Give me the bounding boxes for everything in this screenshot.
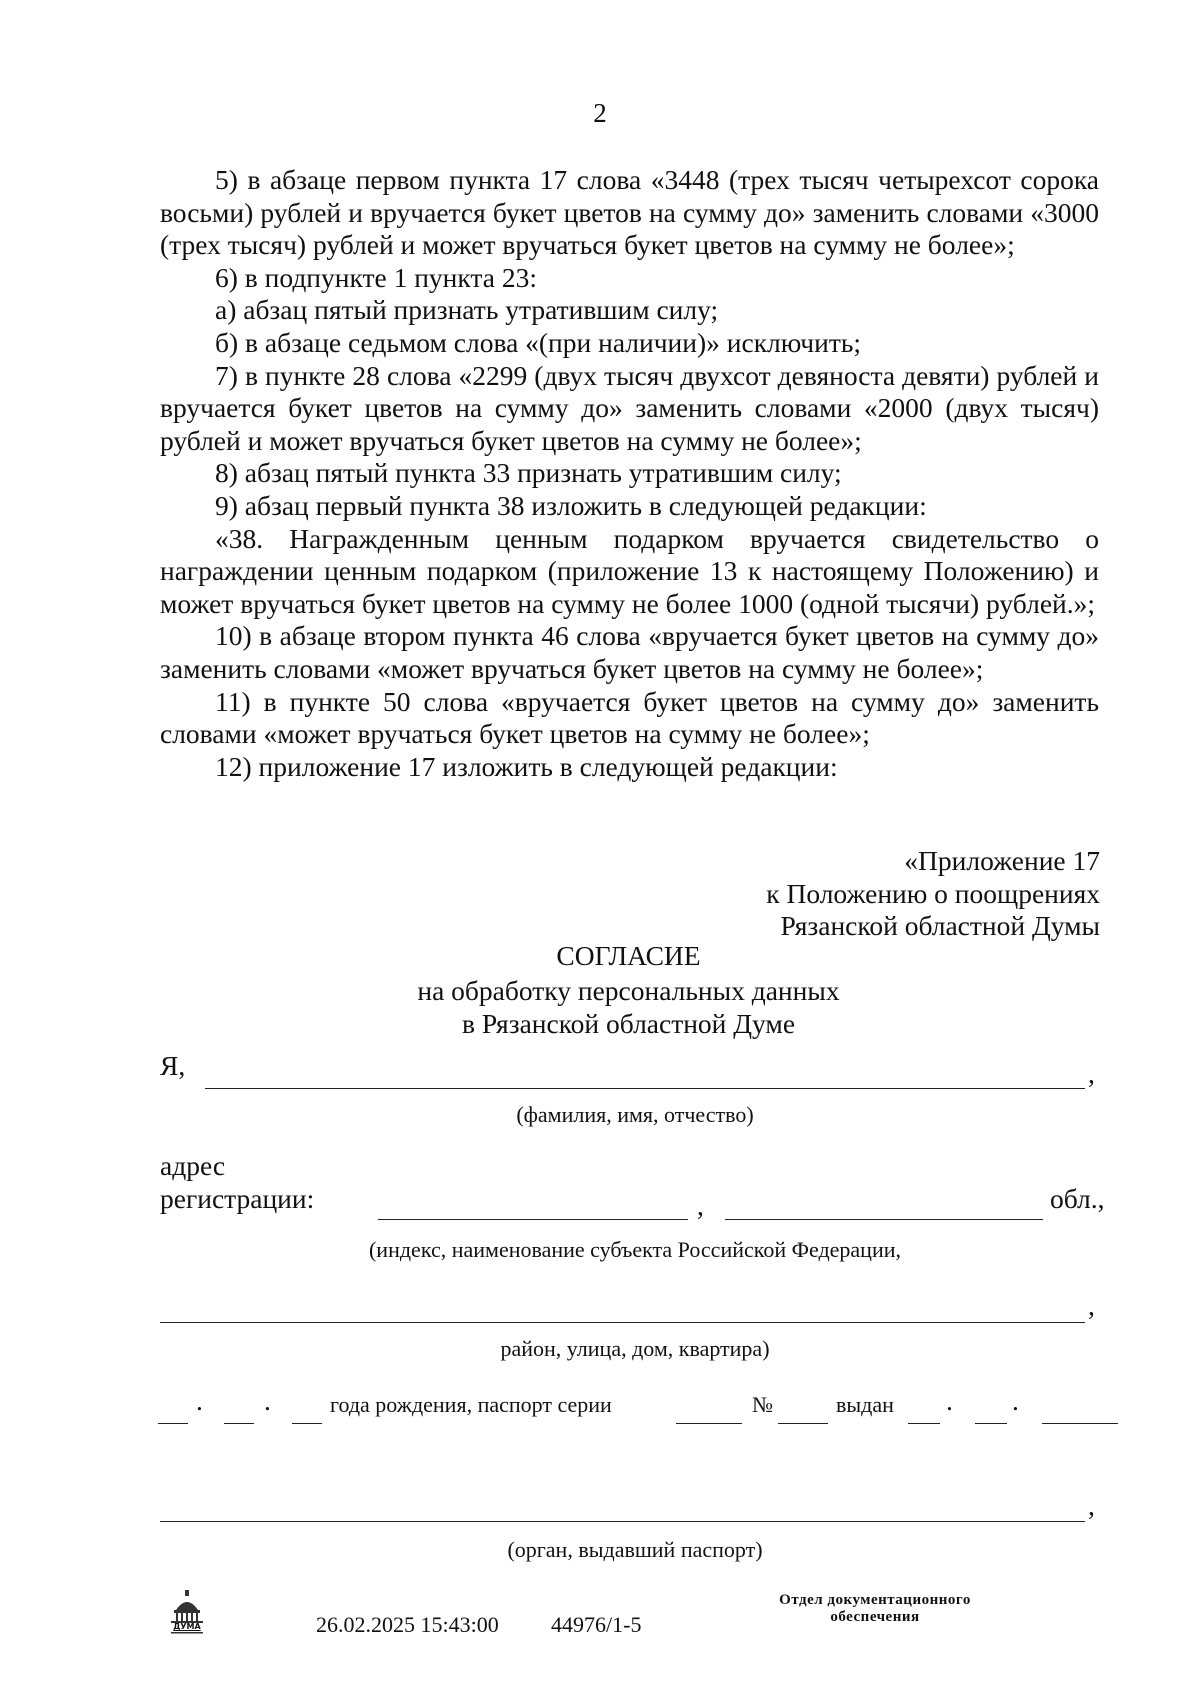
- address-caption-2: район, улица, дом, квартира): [500, 1336, 770, 1361]
- footer-doc-number: 44976/1-5: [551, 1612, 642, 1637]
- issuing-authority-line[interactable]: [160, 1521, 1085, 1522]
- issue-month-line[interactable]: [975, 1423, 1007, 1424]
- paragraph-10: 10) в абзаце втором пункта 46 слова «вручается букет цветов на сумму до» заменить словами «может вручаться букет цветов на сумму не более»;: [160, 620, 1099, 684]
- issue-day-line[interactable]: [908, 1423, 940, 1424]
- birth-month-line[interactable]: [224, 1423, 254, 1424]
- passport-series-line[interactable]: [676, 1423, 742, 1424]
- issue-year-line[interactable]: [1042, 1423, 1118, 1424]
- address-label-1: адрес: [160, 1150, 226, 1181]
- amendments-text: [160, 164, 1099, 783]
- logo-text: ДУМА: [173, 1622, 201, 1631]
- fio-comma: ,: [1088, 1058, 1095, 1089]
- paragraph-5: 5) в абзаце первом пункта 17 слова «3448 (трех тысяч четырехсот сорока восьми) рублей и вручается букет цветов на сумму до» заменить словами «3000 (трех тысяч) рублей и может вручаться букет цветов на сумму не более»;: [160, 164, 1099, 261]
- address-comma: ,: [697, 1190, 704, 1221]
- paragraph-11: 11) в пункте 50 слова «вручается букет цветов на сумму до» заменить словами «может вручаться букет цветов на сумму не более»;: [160, 685, 1099, 750]
- birth-dot-1: .: [196, 1385, 203, 1416]
- issued-label: выдан: [836, 1392, 894, 1417]
- authority-comma: ,: [1088, 1490, 1095, 1521]
- birth-dot-2: .: [264, 1385, 271, 1416]
- birth-year-line[interactable]: [292, 1423, 322, 1424]
- address-label-2: регистрации:: [160, 1183, 315, 1214]
- duma-logo: [168, 1590, 206, 1634]
- page-number: 2: [593, 98, 607, 128]
- paragraph-7: 7) в пункте 28 слова «2299 (двух тысяч двухсот девяноста девяти) рублей и вручается букет цветов на сумму до» заменить словами «2000 (двух тысяч) рублей и может вручаться букет цветов на сумму не более»;: [160, 359, 1099, 456]
- appendix-line-2: к Положению о поощрениях: [766, 877, 1100, 909]
- department-line-1: Отдел документационного: [779, 1592, 971, 1608]
- appendix-line-3: Рязанской областной Думы: [780, 910, 1100, 941]
- appendix-header: [766, 845, 1100, 943]
- postal-index-line[interactable]: [378, 1219, 688, 1220]
- birth-passport-text: года рождения, паспорт серии: [330, 1392, 612, 1417]
- form-subtitle-1: на обработку персональных данных: [417, 975, 840, 1006]
- organ-caption: (орган, выдавший паспорт): [507, 1537, 763, 1562]
- paragraph-6b: б) в абзаце седьмом слова «(при наличии)» исключить;: [215, 326, 862, 358]
- paragraph-8: 8) абзац пятый пункта 33 признать утратившим силу;: [215, 457, 842, 489]
- paragraph-6: 6) в подпункте 1 пункта 23:: [215, 261, 537, 293]
- passport-number-line[interactable]: [778, 1423, 828, 1424]
- street-comma: ,: [1088, 1290, 1095, 1321]
- department-line-2: обеспечения: [830, 1609, 920, 1625]
- region-suffix: обл.,: [1050, 1183, 1105, 1214]
- form-title: СОГЛАСИЕ: [556, 940, 701, 971]
- ya-label: Я,: [160, 1050, 186, 1081]
- appendix-line-1: «Приложение 17: [904, 845, 1100, 876]
- street-address-line[interactable]: [160, 1322, 1085, 1323]
- number-sign: №: [752, 1392, 773, 1417]
- issue-dot-1: .: [946, 1385, 953, 1416]
- form-subtitle-2: в Рязанской областной Думе: [461, 1008, 796, 1039]
- department-stamp: [720, 1592, 1030, 1626]
- paragraph-9: 9) абзац первый пункта 38 изложить в следующей редакции:: [215, 489, 927, 521]
- region-line[interactable]: [725, 1219, 1043, 1220]
- footer-datetime: 26.02.2025 15:43:00: [316, 1612, 499, 1637]
- fio-caption: (фамилия, имя, отчество): [516, 1102, 754, 1127]
- address-caption-1: (индекс, наименование субъекта Российской Федерации,: [368, 1237, 902, 1262]
- paragraph-6a: а) абзац пятый признать утратившим силу;: [215, 294, 719, 326]
- issue-dot-2: .: [1012, 1385, 1019, 1416]
- paragraph-12: 12) приложение 17 изложить в следующей редакции:: [215, 750, 838, 782]
- paragraph-38-quote: «38. Награжденным ценным подарком вручается свидетельство о награждении ценным подарком (приложение 13 к настоящему Положению) и может вручаться букет цветов на сумму не более 1000 (одной тысячи) рублей.»;: [160, 522, 1099, 619]
- fio-field-line[interactable]: [205, 1088, 1085, 1089]
- birth-day-line[interactable]: [158, 1423, 188, 1424]
